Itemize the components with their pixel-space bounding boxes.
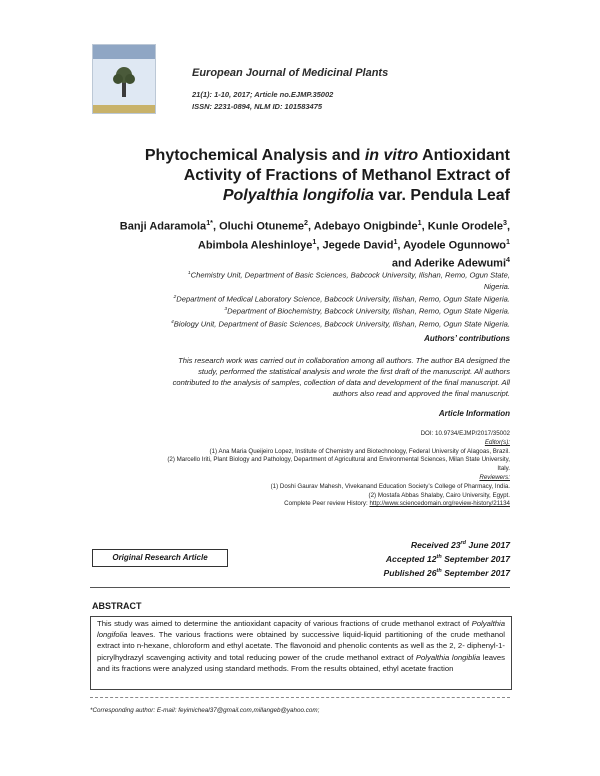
editor-item: (2) Marcello Iriti, Plant Biology and Pathology, Department of Agricultural and Environmental Sciences, Milan State University,: [167, 456, 510, 464]
published-date: Published 26th September 2017: [383, 567, 510, 578]
corresponding-author-footnote: *Corresponding author: E-mail: feyimicheal37@gmail.com,millangeb@yahoo.com;: [90, 707, 320, 714]
article-info: [90, 430, 510, 509]
affiliation-item: $^2$Department of Medical Laboratory Science, Babcock University, Ilishan, Remo, Ogun State Nigeria.: [173, 294, 510, 304]
author-name: Banji Adaramola: [119, 220, 207, 233]
review-history-link[interactable]: http://www.sciencedomain.org/review-history/21134: [369, 500, 510, 508]
abstract-box: This study was aimed to determine the antioxidant capacity of various fractions of crude methanol extract of Polyalthia longifolia leaves. The various fractions were obtained by successive liquid-liquid partitioning of the crude methanol extract into n-hexane, chloroform and ethyl acetate. The flavonoid and phenolic contents as well as the 2, 2- diphenyl-1- picrylhydrazyl scavenging activity and total reducing power of the crude methanol extract of Polyalthia longiblia leaves and its fractions were analyzed using standard methods. From the results obtained, ethyl acetate fraction: [90, 616, 512, 690]
author-list: Banji Adaramola$^{1*}$, Oluchi Otuneme$^2$, Adebayo Onigbinde$^1$, Kunle Orodele$^3$, Abimbola Aleshinloye$^1$, Jegede David$^1$, Ayodele Ogunnowo$^1$ and Aderike Adewumi$^4$: [119, 219, 510, 270]
article-type-badge: Original Research Article: [92, 549, 228, 567]
footnote-divider: [90, 697, 510, 698]
received-date: Received 23rd June 2017: [410, 539, 510, 550]
journal-citation: 21(1): 1-10, 2017; Article no.EJMP.35002: [192, 90, 334, 99]
affiliations: $^1$Chemistry Unit, Department of Basic Sciences, Babcock University, Ilishan, Remo, Ogun State, Nigeria. $^2$Department of Medical Laboratory Science, Babcock University, Ilishan, Remo, Ogun State Nigeria. $^3$Department of Biochemistry, Babcock University, Ilishan, Remo, Ogun State Nigeria. $^4$Biology Unit, Department of Basic Sciences, Babcock University, Ilishan, Remo, Ogun State Nigeria.: [90, 268, 510, 329]
contributions-heading: Authors’ contributions: [424, 334, 510, 343]
contributions-text: This research work was carried out in collaboration among all authors. The author BA designed the study, performed the statistical analysis and wrote the first draft of the manuscript. All authors contributed to the analysis of samples, collection of data and development of the final manuscript. All authors also read and approved the final manuscript.: [172, 356, 510, 398]
publication-dates: [300, 537, 510, 579]
journal-cover-image: [92, 44, 156, 114]
editor-item: Italy.: [497, 465, 510, 473]
reviewer-item: (1) Doshi Gaurav Mahesh, Vivekanand Education Society’s College of Pharmacy, India.: [270, 482, 510, 490]
abstract-heading: ABSTRACT: [92, 601, 142, 611]
article-info-heading: Article Information: [438, 409, 510, 418]
doi: DOI: 10.9734/EJMP/2017/35002: [420, 430, 510, 437]
affiliation-item: $^3$Department of Biochemistry, Babcock University, Ilishan, Remo, Ogun State Nigeria.: [224, 306, 510, 316]
author-name: and Aderike Adewumi: [391, 257, 507, 270]
author-name: Ayodele Ogunnowo: [403, 239, 507, 252]
editors-label: Editor(s):: [484, 438, 510, 446]
plant-illustration-icon: [111, 65, 137, 99]
author-name: Adebayo Onigbinde: [313, 220, 418, 233]
review-history-label: Complete Peer review History:: [284, 500, 370, 508]
reviewer-item: (2) Mostafa Abbas Shalaby, Cairo University, Egypt.: [368, 491, 510, 499]
author-name: Jegede David: [322, 239, 394, 252]
author-name: Oluchi Otuneme: [219, 220, 305, 233]
journal-name: European Journal of Medicinal Plants: [192, 67, 389, 79]
affiliation-item: $^1$Chemistry Unit, Department of Basic Sciences, Babcock University, Ilishan, Remo, Ogun State,: [187, 270, 510, 280]
section-divider: [90, 587, 510, 588]
journal-issn: ISSN: 2231-0894, NLM ID: 101583475: [192, 102, 323, 111]
author-name: Kunle Orodele: [427, 220, 503, 233]
paper-title: Phytochemical Analysis and in vitro Antioxidant Activity of Fractions of Methanol Extract of Polyalthia longifolia var. Pendula Leaf: [144, 147, 510, 204]
affiliation-item: $^4$Biology Unit, Department of Basic Sciences, Babcock University, Ilishan, Remo, Ogun State Nigeria.: [171, 319, 510, 329]
editor-item: (1) Ana Maria Queijeiro Lopez, Institute of Chemistry and Biotechnology, Federal University of Alagoas, Brazil.: [209, 447, 510, 455]
author-name: Abimbola Aleshinloye: [197, 239, 313, 252]
reviewers-label: Reviewers:: [479, 473, 510, 481]
accepted-date: Accepted 12th September 2017: [385, 553, 510, 564]
